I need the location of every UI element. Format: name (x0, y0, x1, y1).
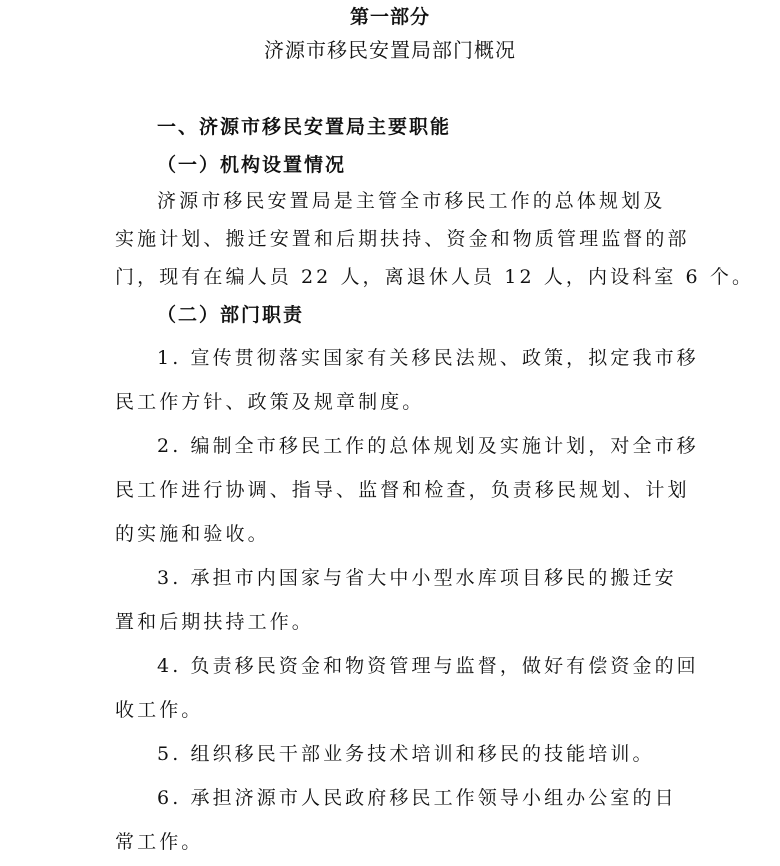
paragraph-line: 济源市移民安置局是主管全市移民工作的总体规划及 (157, 190, 666, 212)
duty-line: 3. 承担市内国家与省大中小型水库项目移民的搬迁安 (157, 567, 677, 589)
subsection-heading-structure: （一）机构设置情况 (157, 154, 347, 176)
duty-line: 的实施和验收。 (115, 523, 270, 545)
section-heading-functions: 一、济源市移民安置局主要职能 (157, 116, 452, 138)
duty-line: 置和后期扶持工作。 (115, 611, 314, 633)
duty-line: 收工作。 (115, 699, 204, 721)
subsection-heading-duties: （二）部门职责 (157, 304, 305, 326)
org-title: 济源市移民安置局部门概况 (264, 38, 516, 62)
duty-line: 5. 组织移民干部业务技术培训和移民的技能培训。 (157, 743, 655, 765)
duty-line: 民工作方针、政策及规章制度。 (115, 391, 425, 413)
duty-line: 6. 承担济源市人民政府移民工作领导小组办公室的日 (157, 787, 677, 809)
duty-line: 4. 负责移民资金和物资管理与监督，做好有偿资金的回 (157, 655, 699, 677)
duty-line: 民工作进行协调、指导、监督和检查，负责移民规划、计划 (115, 479, 690, 501)
duty-line: 1. 宣传贯彻落实国家有关移民法规、政策，拟定我市移 (157, 347, 699, 369)
duty-line: 常工作。 (115, 831, 204, 853)
part-title: 第一部分 (349, 6, 430, 28)
duty-line: 2. 编制全市移民工作的总体规划及实施计划，对全市移 (157, 435, 699, 457)
paragraph-line: 门，现有在编人员 22 人，离退休人员 12 人，内设科室 6 个。 (115, 266, 755, 288)
paragraph-line: 实施计划、搬迁安置和后期扶持、资金和物质管理监督的部 (115, 228, 690, 250)
